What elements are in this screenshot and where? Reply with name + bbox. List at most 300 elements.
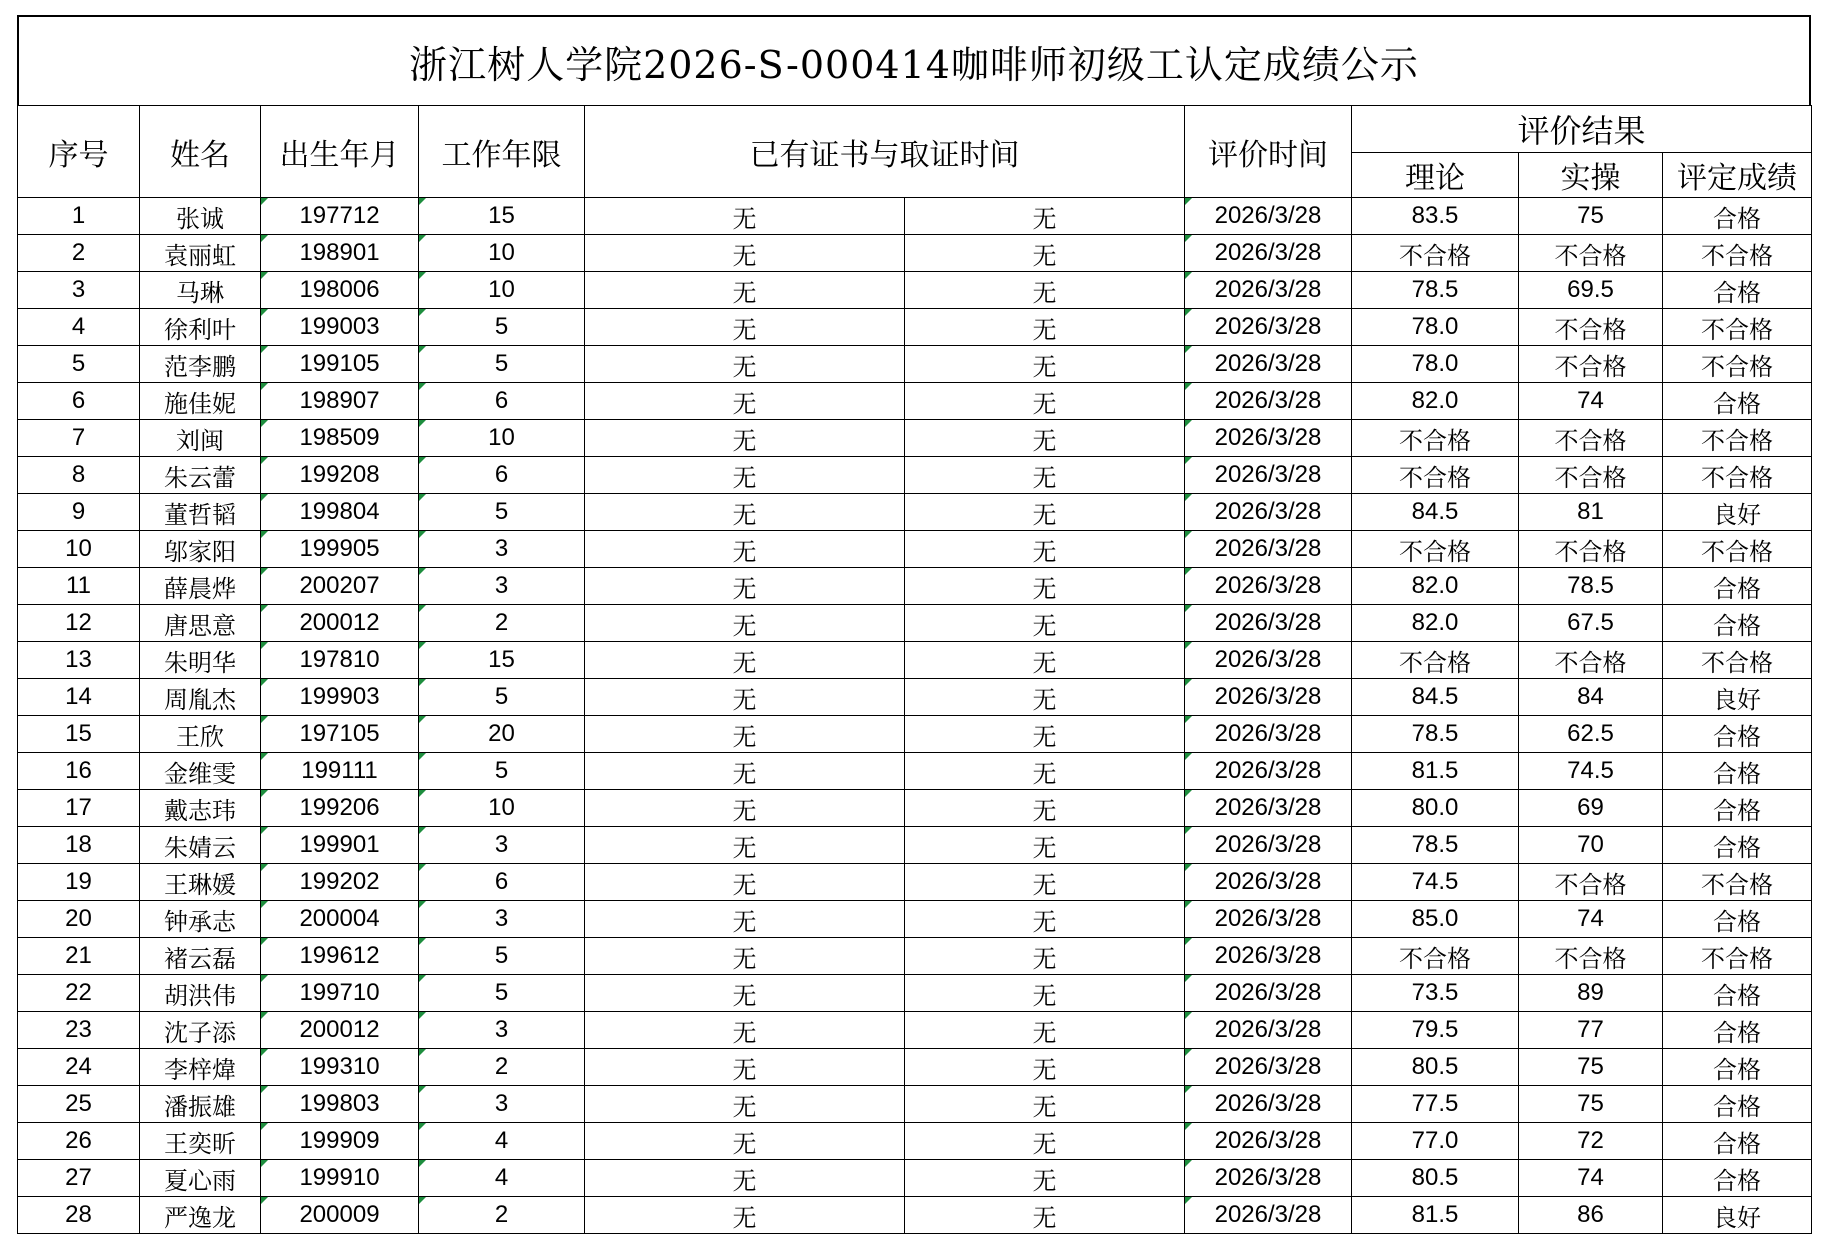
cell-date: 2026/3/28: [1185, 457, 1352, 494]
cell-cert-time: 无: [905, 309, 1185, 346]
cell-theory: 不合格: [1352, 531, 1519, 568]
cell-grade: 不合格: [1663, 346, 1812, 383]
cell-birth: 199206: [261, 790, 419, 827]
cell-theory: 不合格: [1352, 420, 1519, 457]
cell-cert: 无: [585, 1197, 905, 1234]
cell-date: 2026/3/28: [1185, 531, 1352, 568]
cell-grade: 合格: [1663, 716, 1812, 753]
cell-cert: 无: [585, 198, 905, 235]
cell-practice: 84: [1519, 679, 1663, 716]
table-row: [18, 605, 1812, 642]
cell-seq: 12: [18, 605, 140, 642]
table-row: [18, 1049, 1812, 1086]
cell-date: 2026/3/28: [1185, 1012, 1352, 1049]
cell-theory: 85.0: [1352, 901, 1519, 938]
cell-seq: 17: [18, 790, 140, 827]
cell-date: 2026/3/28: [1185, 716, 1352, 753]
cell-cert-time: 无: [905, 198, 1185, 235]
cell-practice: 69.5: [1519, 272, 1663, 309]
cell-seq: 4: [18, 309, 140, 346]
cell-name: 董哲韬: [140, 494, 261, 531]
cell-name: 王琳媛: [140, 864, 261, 901]
cell-cert: 无: [585, 938, 905, 975]
cell-name: 李梓煒: [140, 1049, 261, 1086]
cell-name: 钟承志: [140, 901, 261, 938]
cell-date: 2026/3/28: [1185, 1123, 1352, 1160]
cell-seq: 1: [18, 198, 140, 235]
cell-theory: 82.0: [1352, 605, 1519, 642]
cell-name: 施佳妮: [140, 383, 261, 420]
cell-grade: 合格: [1663, 198, 1812, 235]
cell-cert: 无: [585, 753, 905, 790]
cell-grade: 合格: [1663, 272, 1812, 309]
table-row: [18, 938, 1812, 975]
cell-practice: 74.5: [1519, 753, 1663, 790]
cell-date: 2026/3/28: [1185, 901, 1352, 938]
cell-practice: 不合格: [1519, 309, 1663, 346]
cell-practice: 74: [1519, 901, 1663, 938]
cell-theory: 82.0: [1352, 383, 1519, 420]
table-row: [18, 1012, 1812, 1049]
cell-birth: 198907: [261, 383, 419, 420]
table-row: [18, 198, 1812, 235]
cell-cert: 无: [585, 272, 905, 309]
table-row: [18, 716, 1812, 753]
cell-practice: 不合格: [1519, 457, 1663, 494]
cell-date: 2026/3/28: [1185, 272, 1352, 309]
cell-years: 2: [419, 1197, 585, 1234]
cell-cert-time: 无: [905, 901, 1185, 938]
cell-date: 2026/3/28: [1185, 235, 1352, 272]
cell-grade: 合格: [1663, 383, 1812, 420]
table-row: [18, 531, 1812, 568]
cell-theory: 81.5: [1352, 753, 1519, 790]
table-row: [18, 1123, 1812, 1160]
cell-date: 2026/3/28: [1185, 827, 1352, 864]
cell-birth: 199909: [261, 1123, 419, 1160]
table-row: [18, 1086, 1812, 1123]
cell-cert: 无: [585, 864, 905, 901]
cell-theory: 78.5: [1352, 272, 1519, 309]
cell-theory: 不合格: [1352, 642, 1519, 679]
cell-seq: 25: [18, 1086, 140, 1123]
cell-birth: 199202: [261, 864, 419, 901]
cell-cert-time: 无: [905, 827, 1185, 864]
cell-grade: 良好: [1663, 679, 1812, 716]
table-row: [18, 1160, 1812, 1197]
cell-years: 3: [419, 531, 585, 568]
cell-date: 2026/3/28: [1185, 383, 1352, 420]
cell-years: 5: [419, 346, 585, 383]
cell-years: 3: [419, 568, 585, 605]
cell-cert-time: 无: [905, 790, 1185, 827]
cell-birth: 199111: [261, 753, 419, 790]
cell-cert-time: 无: [905, 1086, 1185, 1123]
cell-cert: 无: [585, 901, 905, 938]
cell-seq: 26: [18, 1123, 140, 1160]
cell-practice: 不合格: [1519, 864, 1663, 901]
cell-years: 10: [419, 790, 585, 827]
cell-seq: 9: [18, 494, 140, 531]
cell-seq: 19: [18, 864, 140, 901]
cell-cert-time: 无: [905, 642, 1185, 679]
cell-cert-time: 无: [905, 938, 1185, 975]
cell-birth: 199710: [261, 975, 419, 1012]
cell-years: 15: [419, 642, 585, 679]
cell-seq: 10: [18, 531, 140, 568]
cell-grade: 良好: [1663, 1197, 1812, 1234]
cell-cert-time: 无: [905, 975, 1185, 1012]
cell-date: 2026/3/28: [1185, 1086, 1352, 1123]
cell-cert-time: 无: [905, 568, 1185, 605]
cell-practice: 不合格: [1519, 235, 1663, 272]
cell-practice: 不合格: [1519, 346, 1663, 383]
cell-practice: 78.5: [1519, 568, 1663, 605]
cell-date: 2026/3/28: [1185, 309, 1352, 346]
cell-birth: 200207: [261, 568, 419, 605]
cell-practice: 62.5: [1519, 716, 1663, 753]
cell-name: 胡洪伟: [140, 975, 261, 1012]
cell-name: 张诚: [140, 198, 261, 235]
cell-seq: 22: [18, 975, 140, 1012]
cell-date: 2026/3/28: [1185, 494, 1352, 531]
cell-practice: 75: [1519, 198, 1663, 235]
cell-seq: 28: [18, 1197, 140, 1234]
cell-birth: 199804: [261, 494, 419, 531]
cell-name: 刘闽: [140, 420, 261, 457]
cell-seq: 20: [18, 901, 140, 938]
cell-name: 褚云磊: [140, 938, 261, 975]
cell-theory: 78.5: [1352, 827, 1519, 864]
spreadsheet: [17, 15, 1811, 1234]
cell-name: 薛晨烨: [140, 568, 261, 605]
cell-birth: 198901: [261, 235, 419, 272]
cell-name: 夏心雨: [140, 1160, 261, 1197]
cell-years: 5: [419, 679, 585, 716]
header-years: 工作年限: [419, 106, 585, 198]
header-eval-time: 评价时间: [1185, 106, 1352, 198]
cell-name: 潘振雄: [140, 1086, 261, 1123]
cell-birth: 200012: [261, 1012, 419, 1049]
cell-practice: 不合格: [1519, 938, 1663, 975]
cell-years: 5: [419, 494, 585, 531]
table-row: [18, 568, 1812, 605]
cell-practice: 67.5: [1519, 605, 1663, 642]
header-theory: 理论: [1352, 153, 1519, 198]
cell-years: 20: [419, 716, 585, 753]
cell-seq: 24: [18, 1049, 140, 1086]
table-row: [18, 383, 1812, 420]
cell-theory: 83.5: [1352, 198, 1519, 235]
cell-cert-time: 无: [905, 716, 1185, 753]
cell-grade: 合格: [1663, 753, 1812, 790]
cell-grade: 合格: [1663, 1123, 1812, 1160]
cell-practice: 不合格: [1519, 420, 1663, 457]
cell-name: 朱婧云: [140, 827, 261, 864]
cell-date: 2026/3/28: [1185, 346, 1352, 383]
cell-practice: 74: [1519, 383, 1663, 420]
cell-cert-time: 无: [905, 346, 1185, 383]
header-result-group: 评价结果: [1352, 106, 1812, 153]
cell-years: 3: [419, 901, 585, 938]
cell-years: 10: [419, 235, 585, 272]
cell-birth: 197105: [261, 716, 419, 753]
cell-practice: 86: [1519, 1197, 1663, 1234]
cell-cert-time: 无: [905, 605, 1185, 642]
cell-date: 2026/3/28: [1185, 975, 1352, 1012]
cell-grade: 合格: [1663, 1086, 1812, 1123]
cell-cert-time: 无: [905, 272, 1185, 309]
cell-name: 徐利叶: [140, 309, 261, 346]
cell-grade: 合格: [1663, 568, 1812, 605]
cell-grade: 不合格: [1663, 235, 1812, 272]
cell-cert: 无: [585, 827, 905, 864]
cell-grade: 不合格: [1663, 531, 1812, 568]
cell-theory: 80.5: [1352, 1049, 1519, 1086]
cell-seq: 11: [18, 568, 140, 605]
header-grade: 评定成绩: [1663, 153, 1812, 198]
cell-name: 邬家阳: [140, 531, 261, 568]
cell-birth: 198006: [261, 272, 419, 309]
cell-cert: 无: [585, 494, 905, 531]
table-row: [18, 457, 1812, 494]
cell-years: 5: [419, 938, 585, 975]
table-row: [18, 901, 1812, 938]
cell-cert-time: 无: [905, 420, 1185, 457]
cell-name: 金维雯: [140, 753, 261, 790]
table-row: [18, 346, 1812, 383]
cell-theory: 77.0: [1352, 1123, 1519, 1160]
cell-date: 2026/3/28: [1185, 198, 1352, 235]
cell-birth: 199905: [261, 531, 419, 568]
cell-birth: 199910: [261, 1160, 419, 1197]
cell-grade: 合格: [1663, 1012, 1812, 1049]
cell-practice: 不合格: [1519, 531, 1663, 568]
cell-practice: 75: [1519, 1049, 1663, 1086]
cell-cert-time: 无: [905, 383, 1185, 420]
cell-theory: 不合格: [1352, 457, 1519, 494]
cell-cert-time: 无: [905, 1123, 1185, 1160]
cell-years: 2: [419, 605, 585, 642]
cell-birth: 199803: [261, 1086, 419, 1123]
cell-birth: 199003: [261, 309, 419, 346]
cell-date: 2026/3/28: [1185, 568, 1352, 605]
table-row: [18, 1197, 1812, 1234]
cell-years: 4: [419, 1123, 585, 1160]
cell-seq: 18: [18, 827, 140, 864]
header-seq: 序号: [18, 106, 140, 198]
cell-seq: 13: [18, 642, 140, 679]
table-row: [18, 235, 1812, 272]
header-practice: 实操: [1519, 153, 1663, 198]
cell-cert: 无: [585, 1160, 905, 1197]
cell-cert: 无: [585, 1123, 905, 1160]
cell-years: 10: [419, 420, 585, 457]
cell-years: 3: [419, 1086, 585, 1123]
cell-years: 5: [419, 975, 585, 1012]
cell-name: 戴志玮: [140, 790, 261, 827]
cell-cert: 无: [585, 790, 905, 827]
cell-years: 6: [419, 383, 585, 420]
cell-grade: 不合格: [1663, 642, 1812, 679]
cell-name: 朱云蕾: [140, 457, 261, 494]
cell-theory: 73.5: [1352, 975, 1519, 1012]
table-row: [18, 827, 1812, 864]
cell-seq: 15: [18, 716, 140, 753]
cell-practice: 70: [1519, 827, 1663, 864]
cell-birth: 197712: [261, 198, 419, 235]
cell-birth: 199310: [261, 1049, 419, 1086]
cell-practice: 不合格: [1519, 642, 1663, 679]
cell-grade: 合格: [1663, 1160, 1812, 1197]
cell-cert-time: 无: [905, 1197, 1185, 1234]
cell-years: 15: [419, 198, 585, 235]
table-row: [18, 494, 1812, 531]
page-title: 浙江树人学院2026-S-000414咖啡师初级工认定成绩公示: [17, 15, 1811, 105]
table-row: [18, 790, 1812, 827]
cell-theory: 80.5: [1352, 1160, 1519, 1197]
cell-seq: 23: [18, 1012, 140, 1049]
cell-cert-time: 无: [905, 494, 1185, 531]
cell-grade: 合格: [1663, 901, 1812, 938]
cell-years: 10: [419, 272, 585, 309]
cell-name: 严逸龙: [140, 1197, 261, 1234]
cell-name: 王奕昕: [140, 1123, 261, 1160]
cell-practice: 69: [1519, 790, 1663, 827]
cell-name: 唐思意: [140, 605, 261, 642]
cell-date: 2026/3/28: [1185, 938, 1352, 975]
cell-birth: 200009: [261, 1197, 419, 1234]
cell-theory: 82.0: [1352, 568, 1519, 605]
cell-years: 3: [419, 1012, 585, 1049]
table-row: [18, 864, 1812, 901]
cell-cert: 无: [585, 457, 905, 494]
cell-cert: 无: [585, 235, 905, 272]
cell-grade: 合格: [1663, 790, 1812, 827]
cell-years: 5: [419, 753, 585, 790]
cell-cert: 无: [585, 1086, 905, 1123]
table-body: [18, 198, 1812, 1234]
cell-name: 沈子添: [140, 1012, 261, 1049]
cell-years: 5: [419, 309, 585, 346]
cell-cert-time: 无: [905, 1049, 1185, 1086]
cell-seq: 2: [18, 235, 140, 272]
cell-theory: 77.5: [1352, 1086, 1519, 1123]
cell-date: 2026/3/28: [1185, 1049, 1352, 1086]
cell-date: 2026/3/28: [1185, 1160, 1352, 1197]
cell-name: 马琳: [140, 272, 261, 309]
cell-date: 2026/3/28: [1185, 420, 1352, 457]
cell-name: 王欣: [140, 716, 261, 753]
cell-theory: 78.0: [1352, 346, 1519, 383]
cell-birth: 199901: [261, 827, 419, 864]
table-row: [18, 679, 1812, 716]
cell-seq: 5: [18, 346, 140, 383]
cell-birth: 197810: [261, 642, 419, 679]
cell-seq: 16: [18, 753, 140, 790]
table-row: [18, 420, 1812, 457]
cell-birth: 199105: [261, 346, 419, 383]
cell-years: 6: [419, 457, 585, 494]
cell-cert-time: 无: [905, 457, 1185, 494]
cell-birth: 200004: [261, 901, 419, 938]
cell-seq: 14: [18, 679, 140, 716]
cell-seq: 6: [18, 383, 140, 420]
cell-theory: 74.5: [1352, 864, 1519, 901]
cell-cert-time: 无: [905, 864, 1185, 901]
cell-date: 2026/3/28: [1185, 1197, 1352, 1234]
cell-cert: 无: [585, 531, 905, 568]
cell-cert: 无: [585, 346, 905, 383]
cell-cert-time: 无: [905, 235, 1185, 272]
cell-birth: 199903: [261, 679, 419, 716]
cell-theory: 不合格: [1352, 235, 1519, 272]
cell-cert: 无: [585, 679, 905, 716]
cell-cert-time: 无: [905, 1160, 1185, 1197]
cell-years: 3: [419, 827, 585, 864]
cell-cert-time: 无: [905, 1012, 1185, 1049]
cell-date: 2026/3/28: [1185, 605, 1352, 642]
table-row: [18, 642, 1812, 679]
cell-birth: 198509: [261, 420, 419, 457]
cell-cert: 无: [585, 568, 905, 605]
cell-name: 周胤杰: [140, 679, 261, 716]
cell-seq: 27: [18, 1160, 140, 1197]
cell-theory: 84.5: [1352, 679, 1519, 716]
cell-grade: 不合格: [1663, 457, 1812, 494]
cell-date: 2026/3/28: [1185, 642, 1352, 679]
cell-cert: 无: [585, 716, 905, 753]
cell-grade: 合格: [1663, 975, 1812, 1012]
cell-grade: 合格: [1663, 1049, 1812, 1086]
cell-theory: 84.5: [1352, 494, 1519, 531]
cell-date: 2026/3/28: [1185, 790, 1352, 827]
cell-date: 2026/3/28: [1185, 864, 1352, 901]
cell-name: 朱明华: [140, 642, 261, 679]
cell-cert-time: 无: [905, 531, 1185, 568]
table-row: [18, 309, 1812, 346]
results-table: [17, 105, 1812, 1234]
cell-theory: 78.5: [1352, 716, 1519, 753]
cell-cert-time: 无: [905, 753, 1185, 790]
cell-cert: 无: [585, 975, 905, 1012]
table-row: [18, 272, 1812, 309]
cell-date: 2026/3/28: [1185, 753, 1352, 790]
cell-name: 范李鹏: [140, 346, 261, 383]
cell-years: 4: [419, 1160, 585, 1197]
cell-years: 2: [419, 1049, 585, 1086]
cell-cert: 无: [585, 605, 905, 642]
cell-cert: 无: [585, 420, 905, 457]
cell-theory: 79.5: [1352, 1012, 1519, 1049]
cell-theory: 78.0: [1352, 309, 1519, 346]
cell-theory: 不合格: [1352, 938, 1519, 975]
cell-practice: 74: [1519, 1160, 1663, 1197]
cell-cert: 无: [585, 642, 905, 679]
cell-grade: 不合格: [1663, 864, 1812, 901]
cell-grade: 不合格: [1663, 420, 1812, 457]
table-row: [18, 753, 1812, 790]
cell-date: 2026/3/28: [1185, 679, 1352, 716]
cell-theory: 81.5: [1352, 1197, 1519, 1234]
header-name: 姓名: [140, 106, 261, 198]
header-cert: 已有证书与取证时间: [585, 106, 1185, 198]
cell-grade: 良好: [1663, 494, 1812, 531]
cell-seq: 7: [18, 420, 140, 457]
cell-practice: 89: [1519, 975, 1663, 1012]
cell-seq: 3: [18, 272, 140, 309]
cell-cert: 无: [585, 1049, 905, 1086]
